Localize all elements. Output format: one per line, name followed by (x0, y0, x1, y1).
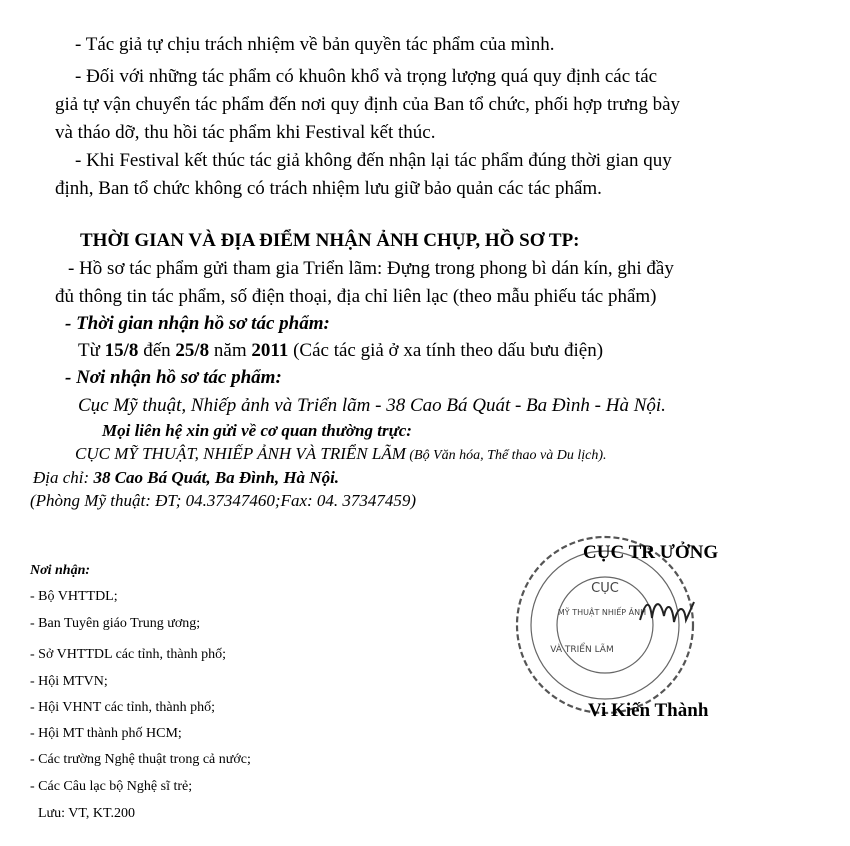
contact-address-label: Địa chỉ: (33, 468, 94, 487)
contact-address-value: 38 Cao Bá Quát, Ba Đình, Hà Nội. (93, 468, 340, 487)
contact-intro: Mọi liên hệ xin gửi về cơ quan thường trực: (102, 421, 412, 440)
handwritten-signature (636, 592, 700, 632)
receive-place-value: Cục Mỹ thuật, Nhiếp ảnh và Triển lãm - 38 Cao Bá Quát - Ba Đình - Hà Nội. (78, 395, 666, 416)
contact-address (33, 467, 339, 489)
recipient-item: - Các Câu lạc bộ Nghệ sĩ trẻ; (30, 779, 193, 794)
stamp-center-top: CỤC (591, 581, 619, 596)
recipient-item: - Hội MT thành phố HCM; (30, 726, 182, 741)
contact-org: CỤC MỸ THUẬT, NHIẾP ẢNH VÀ TRIỂN LÃM (75, 444, 406, 463)
receive-date-from: 15/8 (104, 340, 139, 361)
section-heading: THỜI GIAN VÀ ĐỊA ĐIỂM NHẬN ẢNH CHỤP, HỒ SƠ TP: (80, 230, 580, 251)
contact-org-line (75, 443, 607, 465)
submission-line2: đủ thông tin tác phẩm, số điện thoại, địa chỉ liên lạc (theo mẫu phiếu tác phẩm) (55, 286, 657, 307)
stamp-ring-text: MỸ THUẬT NHIẾP ẢNH (557, 608, 647, 617)
submission-line1: - Hồ sơ tác phẩm gửi tham gia Triển lãm: Đựng trong phong bì dán kín, ghi đầy (68, 258, 674, 279)
receive-year-word: năm (209, 340, 252, 361)
recipient-item: - Các trường Nghệ thuật trong cả nước; (30, 752, 251, 767)
receive-time-prefix: Từ (78, 340, 105, 361)
receive-time-value (78, 340, 603, 362)
paragraph-oversize-line2: giả tự vận chuyển tác phẩm đến nơi quy định của Ban tổ chức, phối hợp trưng bày (55, 94, 681, 115)
signature-name: Vi Kiến Thành (588, 700, 709, 721)
archive-note: Lưu: VT, KT.200 (38, 806, 136, 821)
paragraph-return-line2: định, Ban tổ chức không có trách nhiệm lưu giữ bảo quản các tác phẩm. (55, 178, 602, 199)
recipients-title: Nơi nhận: (30, 563, 91, 578)
receive-date-to: 25/8 (175, 340, 210, 361)
receive-time-label: - Thời gian nhận hồ sơ tác phẩm: (65, 313, 330, 334)
paragraph-oversize-line1: - Đối với những tác phẩm có khuôn khổ và trọng lượng quá quy định các tác (75, 66, 658, 87)
receive-time-mid: đến (138, 340, 176, 361)
paragraph-copyright: - Tác giả tự chịu trách nhiệm về bản quyền tác phẩm của mình. (75, 34, 555, 55)
stamp-ring-text-2: VÀ TRIỂN LÃM (550, 645, 614, 655)
recipient-item: - Ban Tuyên giáo Trung ương; (30, 616, 201, 631)
recipient-item: - Bộ VHTTDL; (30, 589, 118, 604)
paragraph-oversize-line3: và tháo dỡ, thu hồi tác phẩm khi Festival kết thúc. (55, 122, 436, 143)
receive-year: 2011 (251, 340, 289, 361)
paragraph-return-line1: - Khi Festival kết thúc tác giả không đến nhận lại tác phẩm đúng thời gian quy (75, 150, 672, 171)
recipient-item: - Hội MTVN; (30, 674, 108, 689)
signature-title: CỤC TR ƯỞNG (583, 542, 719, 563)
receive-place-label: - Nơi nhận hồ sơ tác phẩm: (65, 367, 282, 388)
receive-time-note: (Các tác giả ở xa tính theo dấu bưu điện) (288, 340, 604, 361)
recipient-item: - Hội VHNT các tỉnh, thành phố; (30, 700, 215, 715)
contact-phone: (Phòng Mỹ thuật: ĐT; 04.37347460;Fax: 04. 37347459) (30, 491, 417, 510)
contact-org-note: (Bộ Văn hóa, Thể thao và Du lịch). (405, 448, 607, 463)
recipient-item: - Sở VHTTDL các tỉnh, thành phố; (30, 647, 226, 662)
